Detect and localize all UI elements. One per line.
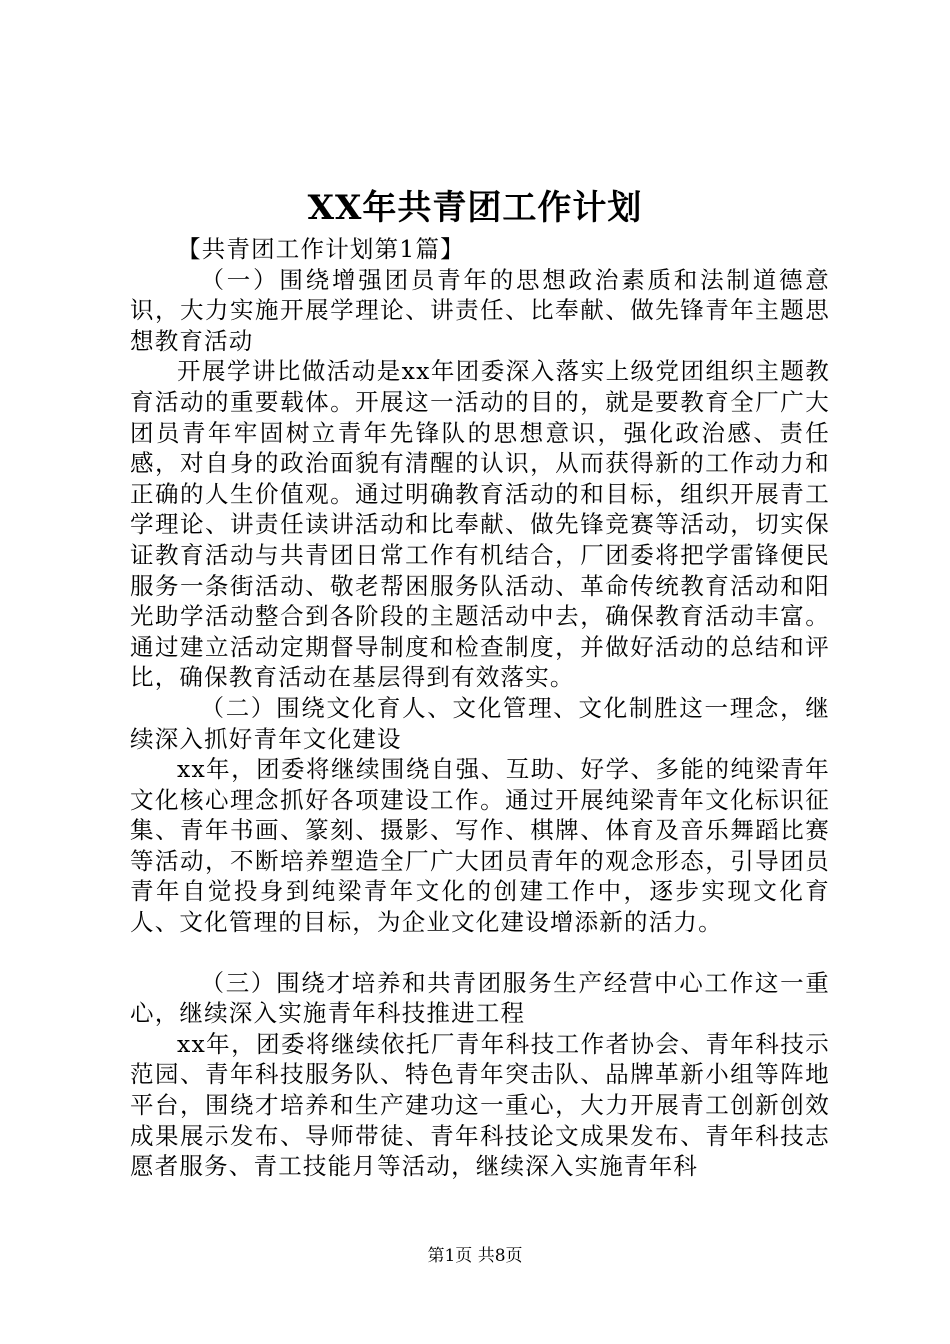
paragraph-item-1-body: 开展学讲比做活动是xx年团委深入落实上级党团组织主题教育活动的重要载体。开展这一活动的目的，就是要教育全厂广大团员青年牢固树立青年先锋队的思想意识，强化政治感、责任感，对自身的政治面貌有清醒的认识，从而获得新的工作动力和正确的人生价值观。通过明确教育活动的和目标，组织开展青工学理论、讲责任读讲活动和比奉献、做先锋竞赛等活动，切实保证教育活动与共青团日常工作有机结合，厂团委将把学雷锋便民服务一条街活动、敬老帮困服务队活动、革命传统教育活动和阳光助学活动整合到各阶段的主题活动中去，确保教育活动丰富。通过建立活动定期督导制度和检查制度，并做好活动的总结和评比，确保教育活动在基层得到有效落实。 <box>130 357 830 692</box>
page-footer: 第1页 共8页 <box>427 1246 523 1266</box>
paragraph-item-2-heading: （二）围绕文化育人、文化管理、文化制胜这一理念，继续深入抓好青年文化建设 <box>130 693 830 753</box>
document-body <box>130 234 830 1182</box>
section-heading: 【共青团工作计划第1篇】 <box>177 235 465 263</box>
paragraph-item-2-body: xx年，团委将继续围绕自强、互助、好学、多能的纯梁青年文化核心理念抓好各项建设工作。通过开展纯梁青年文化标识征集、青年书画、篆刻、摄影、写作、棋牌、体育及音乐舞蹈比赛等活动，不断培养塑造全厂广大团员青年的观念形态，引导团员青年自觉投身到纯梁青年文化的创建工作中，逐步实现文化育人、文化管理的目标，为企业文化建设增添新的活力。 <box>130 755 830 937</box>
paragraph-item-1-heading: （一）围绕增强团员青年的思想政治素质和法制道德意识，大力实施开展学理论、讲责任、比奉献、做先锋青年主题思想教育活动 <box>130 265 830 355</box>
document-title: XX年共青团工作计划 <box>307 188 643 228</box>
paragraph-item-3-heading: （三）围绕才培养和共青团服务生产经营中心工作这一重心，继续深入实施青年科技推进工程 <box>130 968 830 1028</box>
paragraph-item-3-body: xx年，团委将继续依托厂青年科技工作者协会、青年科技示范园、青年科技服务队、特色青年突击队、品牌革新小组等阵地平台，围绕才培养和生产建功这一重心，大力开展青工创新创效成果展示发布、导师带徒、青年科技论文成果发布、青年科技志愿者服务、青工技能月等活动，继续深入实施青年科 <box>130 1029 830 1181</box>
